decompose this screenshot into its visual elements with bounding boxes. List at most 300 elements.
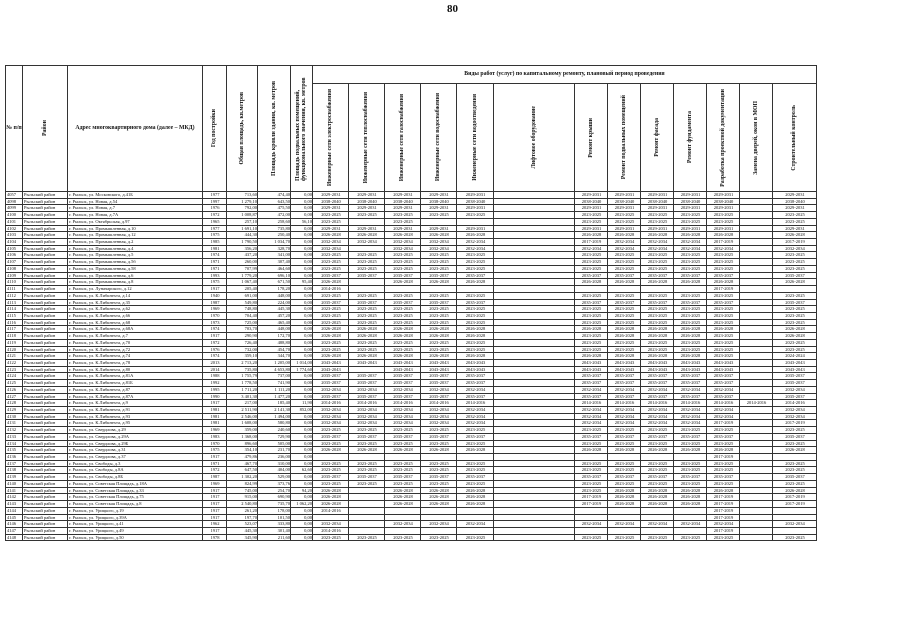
cell-work-period: 2029-2031	[349, 192, 385, 199]
header-year	[203, 66, 227, 192]
cell-work-period: 2035-2037	[608, 373, 641, 380]
cell-work-period	[740, 212, 773, 219]
cell-work-period: 2035-2037	[385, 380, 421, 387]
cell-work-period: 2043-2043	[773, 359, 817, 366]
cell-total-area: 732,00	[227, 346, 258, 353]
cell-address: г. Рыльск, ул. К.Либкнехта, д.81А	[68, 373, 203, 380]
cell-work-period: 2032-2034	[773, 413, 817, 420]
header-basement-area-label: Площадь подвальных помещений, функционального значения, кв. метров	[295, 76, 308, 181]
cell-work-period	[773, 514, 817, 521]
cell-total-area: 359,10	[227, 353, 258, 360]
cell-work-period: 2026-2028	[349, 353, 385, 360]
header-work-col	[457, 84, 494, 192]
cell-work-period: 2035-2037	[457, 380, 494, 387]
cell-address: г. Рыльск, ул. Октябрьская, д.97	[68, 218, 203, 225]
cell-work-period: 2035-2037	[773, 272, 817, 279]
cell-work-period: 2032-2034	[641, 521, 674, 528]
cell-work-period	[421, 454, 457, 461]
cell-address: г. Рыльск, ул. Советская Площадь, д.33	[68, 487, 203, 494]
cell-work-period: 2023-2025	[641, 306, 674, 313]
cell-work-period: 2023-2025	[385, 460, 421, 467]
cell-work-period: 2035-2037	[575, 272, 608, 279]
cell-work-period: 2043-2043	[641, 359, 674, 366]
cell-year: 1962	[203, 521, 227, 528]
cell-work-period	[494, 272, 575, 279]
cell-work-period: 2043-2043	[707, 359, 740, 366]
cell-work-period: 2026-2028	[457, 232, 494, 239]
table-row	[6, 279, 817, 286]
cell-work-period: 2023-2025	[641, 427, 674, 434]
cell-work-period: 2035-2037	[385, 272, 421, 279]
cell-work-period: 2023-2025	[773, 427, 817, 434]
cell-work-period	[457, 454, 494, 461]
cell-work-period: 2035-2037	[608, 393, 641, 400]
cell-work-period	[494, 339, 575, 346]
cell-work-period: 2023-2025	[707, 259, 740, 266]
cell-district: Рыльский район	[23, 400, 68, 407]
cell-address: г. Рыльск, ул. Свердлова, д.29А	[68, 433, 203, 440]
cell-work-period: 2026-2028	[608, 501, 641, 508]
cell-work-period: 2023-2025	[707, 440, 740, 447]
cell-work-period: 2023-2025	[707, 467, 740, 474]
cell-work-period: 2029-2031	[707, 192, 740, 199]
cell-work-period: 2023-2025	[313, 460, 349, 467]
cell-work-period: 2032-2034	[385, 407, 421, 414]
cell-work-period	[740, 272, 773, 279]
table-row	[6, 393, 817, 400]
cell-work-period: 2023-2025	[608, 252, 641, 259]
cell-year: 1917	[203, 454, 227, 461]
table-row	[6, 527, 817, 534]
cell-work-period	[740, 346, 773, 353]
cell-total-area: 445,30	[227, 527, 258, 534]
cell-basement-area: 0,00	[291, 299, 313, 306]
cell-address: г. Рыльск, ул. Свободы, д.3	[68, 460, 203, 467]
cell-work-period	[608, 527, 641, 534]
cell-work-period	[641, 514, 674, 521]
cell-work-period	[494, 346, 575, 353]
cell-work-period: 2023-2025	[457, 467, 494, 474]
cell-work-period	[641, 454, 674, 461]
cell-work-period: 2035-2037	[674, 373, 707, 380]
cell-total-area: 824,99	[227, 480, 258, 487]
cell-num: 4109	[6, 272, 23, 279]
cell-district: Рыльский район	[23, 232, 68, 239]
cell-work-period: 2035-2037	[773, 299, 817, 306]
cell-work-period: 2032-2034	[385, 239, 421, 246]
cell-work-period	[575, 514, 608, 521]
cell-work-period	[494, 245, 575, 252]
cell-work-period	[494, 353, 575, 360]
cell-address: г. Рыльск, ул. Промышленная, д.8	[68, 279, 203, 286]
cell-year: 1969	[203, 480, 227, 487]
cell-work-period: 2023-2025	[674, 427, 707, 434]
cell-work-period: 2043-2043	[457, 366, 494, 373]
cell-total-area: 444,30	[227, 232, 258, 239]
cell-year: 1975	[203, 279, 227, 286]
cell-district: Рыльский район	[23, 353, 68, 360]
cell-address: г. Рыльск, ул. Урицкого, д.49	[68, 527, 203, 534]
cell-work-period: 2032-2034	[421, 239, 457, 246]
cell-year: 1997	[203, 198, 227, 205]
cell-work-period: 2032-2034	[674, 413, 707, 420]
cell-work-period: 2043-2043	[457, 359, 494, 366]
cell-district: Рыльский район	[23, 312, 68, 319]
cell-work-period: 2032-2034	[313, 386, 349, 393]
cell-work-period: 2038-2040	[421, 198, 457, 205]
cell-year: 1983	[203, 433, 227, 440]
cell-work-period: 2023-2025	[421, 265, 457, 272]
cell-roof-area: 178,20	[258, 286, 291, 293]
table-row	[6, 487, 817, 494]
cell-work-period: 2032-2034	[674, 239, 707, 246]
cell-basement-area: 0,00	[291, 353, 313, 360]
cell-basement-area: 0,00	[291, 480, 313, 487]
cell-work-period: 2023-2025	[457, 460, 494, 467]
cell-work-period	[740, 353, 773, 360]
cell-total-area: 1 368,00	[227, 433, 258, 440]
cell-work-period: 2032-2034	[707, 521, 740, 528]
cell-address: г. Рыльск, ул. Промышленная, д.5	[68, 252, 203, 259]
cell-work-period: 2026-2028	[313, 232, 349, 239]
cell-work-period: 2023-2025	[773, 259, 817, 266]
cell-basement-area: 0,00	[291, 427, 313, 434]
cell-roof-area: 505,00	[258, 440, 291, 447]
cell-work-period	[494, 454, 575, 461]
cell-work-period: 2032-2034	[707, 413, 740, 420]
cell-address: г. Рыльск, ул. Советская Площадь, д.8	[68, 501, 203, 508]
cell-work-period	[740, 366, 773, 373]
cell-year: 1972	[203, 467, 227, 474]
cell-work-period: 2023-2025	[674, 252, 707, 259]
cell-work-period	[740, 299, 773, 306]
cell-address: г. Рыльск, ул. Советская Площадь, д.18А	[68, 480, 203, 487]
cell-work-period: 2035-2037	[575, 474, 608, 481]
cell-basement-area: 0,00	[291, 507, 313, 514]
cell-work-period	[457, 527, 494, 534]
cell-num: 4131	[6, 420, 23, 427]
cell-work-period: 2017-2019	[707, 527, 740, 534]
cell-work-period	[740, 292, 773, 299]
cell-work-period: 2017-2019	[575, 494, 608, 501]
cell-work-period: 2023-2025	[575, 252, 608, 259]
cell-work-period: 2023-2025	[349, 460, 385, 467]
cell-num: 4099	[6, 205, 23, 212]
cell-work-period	[494, 393, 575, 400]
cell-work-period: 2043-2043	[674, 366, 707, 373]
cell-work-period: 2035-2037	[313, 393, 349, 400]
cell-work-period: 2035-2037	[385, 393, 421, 400]
cell-work-period: 2023-2025	[421, 319, 457, 326]
cell-work-period: 2029-2031	[608, 225, 641, 232]
cell-work-period	[421, 218, 457, 225]
cell-total-area: 2 511,90	[227, 407, 258, 414]
cell-work-period: 2026-2028	[385, 494, 421, 501]
cell-work-period: 2032-2034	[641, 407, 674, 414]
cell-year: 1976	[203, 205, 227, 212]
cell-work-period: 2035-2037	[457, 474, 494, 481]
cell-work-period: 2032-2034	[421, 413, 457, 420]
cell-work-period: 2023-2025	[457, 319, 494, 326]
cell-work-period	[740, 333, 773, 340]
cell-work-period: 2023-2025	[349, 212, 385, 219]
cell-work-period: 2023-2025	[421, 259, 457, 266]
cell-district: Рыльский район	[23, 259, 68, 266]
cell-basement-area: 0,00	[291, 333, 313, 340]
cell-total-area: 437,20	[227, 252, 258, 259]
cell-work-period: 2032-2034	[421, 521, 457, 528]
header-work-col	[575, 84, 608, 192]
cell-work-period: 2035-2037	[349, 299, 385, 306]
cell-work-period	[494, 299, 575, 306]
cell-work-period: 2023-2025	[349, 252, 385, 259]
cell-total-area: 915,00	[227, 494, 258, 501]
cell-work-period: 2017-2019	[707, 420, 740, 427]
cell-work-period	[313, 514, 349, 521]
cell-work-period	[740, 359, 773, 366]
cell-address: г. Рыльск, ул. К.Либкнехта, д.66	[68, 312, 203, 319]
cell-district: Рыльский район	[23, 299, 68, 306]
cell-work-period: 2035-2037	[674, 433, 707, 440]
cell-work-period: 2014-2016	[385, 400, 421, 407]
cell-work-period	[608, 286, 641, 293]
cell-work-period: 2026-2028	[608, 447, 641, 454]
cell-work-period: 2023-2025	[349, 312, 385, 319]
cell-year: 1978	[203, 534, 227, 541]
cell-work-period: 2023-2025	[575, 480, 608, 487]
cell-work-period	[457, 514, 494, 521]
cell-work-period	[773, 454, 817, 461]
cell-work-period	[740, 514, 773, 521]
table-row	[6, 212, 817, 219]
cell-work-period: 2023-2025	[421, 212, 457, 219]
cell-work-period	[457, 507, 494, 514]
cell-work-period	[385, 286, 421, 293]
cell-work-period	[494, 480, 575, 487]
cell-year: 1995	[203, 386, 227, 393]
cell-work-period: 2026-2028	[385, 232, 421, 239]
cell-year: 1977	[203, 192, 227, 199]
cell-work-period: 2026-2028	[313, 501, 349, 508]
cell-work-period: 2014-2016	[707, 400, 740, 407]
cell-work-period: 2026-2028	[674, 494, 707, 501]
cell-address: г. Рыльск, ул. Промышленная, д.5б	[68, 259, 203, 266]
cell-address: г. Рыльск, ул. Новая, д.54	[68, 198, 203, 205]
cell-year: 1975	[203, 232, 227, 239]
cell-work-period: 2026-2028	[421, 232, 457, 239]
cell-basement-area: 0,00	[291, 339, 313, 346]
cell-roof-area: 529,00	[258, 474, 291, 481]
cell-num: 4116	[6, 319, 23, 326]
cell-roof-area: 258,60	[258, 218, 291, 225]
table-row	[6, 333, 817, 340]
cell-work-period	[494, 494, 575, 501]
cell-work-period: 2043-2043	[674, 359, 707, 366]
cell-district: Рыльский район	[23, 286, 68, 293]
cell-work-period: 2032-2034	[608, 245, 641, 252]
cell-work-period	[740, 319, 773, 326]
cell-work-period: 2035-2037	[421, 380, 457, 387]
table-row	[6, 326, 817, 333]
header-work-col	[608, 84, 641, 192]
header-work-label: Разработка проектной документации	[719, 88, 726, 187]
cell-total-area: 2 546,00	[227, 413, 258, 420]
cell-work-period	[349, 286, 385, 293]
cell-work-period: 2035-2037	[313, 433, 349, 440]
cell-work-period: 2029-2031	[773, 205, 817, 212]
cell-work-period: 2023-2025	[385, 265, 421, 272]
cell-district: Рыльский район	[23, 218, 68, 225]
cell-total-area: 726,40	[227, 339, 258, 346]
cell-num: 4124	[6, 373, 23, 380]
cell-work-period	[494, 447, 575, 454]
cell-work-period: 2026-2028	[313, 326, 349, 333]
cell-work-period: 2038-2040	[608, 198, 641, 205]
cell-work-period: 2029-2031	[641, 225, 674, 232]
cell-work-period	[674, 454, 707, 461]
cell-work-period: 2035-2037	[313, 272, 349, 279]
cell-work-period: 2029-2031	[608, 192, 641, 199]
cell-work-period: 2023-2025	[385, 346, 421, 353]
cell-work-period	[494, 380, 575, 387]
cell-total-area: 1 711,20	[227, 386, 258, 393]
cell-basement-area: 0,00	[291, 319, 313, 326]
cell-basement-area: 62,60	[291, 467, 313, 474]
cell-work-period: 2035-2037	[313, 373, 349, 380]
cell-work-period: 2017-2019	[707, 501, 740, 508]
cell-district: Рыльский район	[23, 447, 68, 454]
cell-work-period: 2023-2025	[674, 339, 707, 346]
cell-address: г. Рыльск, ул. Свердлова, д.29Б	[68, 440, 203, 447]
cell-work-period: 2026-2028	[421, 353, 457, 360]
cell-address: г. Рыльск, ул. Свердлова, д.37	[68, 454, 203, 461]
cell-district: Рыльский район	[23, 534, 68, 541]
cell-address: г. Рыльск, ул. К.Либкнехта, д.87А	[68, 393, 203, 400]
cell-address: г. Рыльск, ул. К.Либкнехта, д.70	[68, 339, 203, 346]
cell-work-period	[740, 413, 773, 420]
cell-work-period: 2026-2028	[773, 232, 817, 239]
cell-work-period: 2029-2031	[674, 225, 707, 232]
cell-num: 4113	[6, 299, 23, 306]
cell-work-period: 2038-2040	[385, 198, 421, 205]
table-row	[6, 400, 817, 407]
page-number: 80	[447, 3, 458, 15]
cell-work-period	[773, 286, 817, 293]
cell-num: 4128	[6, 400, 23, 407]
header-works-group-label: Виды работ (услуг) по капитальному ремонту, плановый период проведения	[464, 71, 665, 78]
cell-work-period: 2035-2037	[385, 299, 421, 306]
cell-work-period	[740, 239, 773, 246]
cell-work-period	[494, 427, 575, 434]
cell-district: Рыльский район	[23, 192, 68, 199]
cell-work-period: 2032-2034	[575, 407, 608, 414]
cell-work-period: 2035-2037	[641, 272, 674, 279]
cell-work-period: 2023-2025	[313, 427, 349, 434]
cell-work-period: 2024-2024	[773, 353, 817, 360]
cell-work-period: 2035-2037	[674, 299, 707, 306]
cell-work-period	[385, 454, 421, 461]
cell-roof-area: 211,60	[258, 534, 291, 541]
cell-work-period: 2023-2025	[674, 467, 707, 474]
cell-work-period: 2029-2031	[421, 225, 457, 232]
cell-address: г. Рыльск, ул. К.Либкнехта, д.81Б	[68, 380, 203, 387]
header-work-label: Ремонт фундамента	[686, 111, 693, 164]
header-work-col	[641, 84, 674, 192]
cell-work-period: 2023-2025	[575, 265, 608, 272]
cell-work-period: 2026-2028	[313, 333, 349, 340]
cell-work-period: 2023-2025	[641, 319, 674, 326]
cell-roof-area: 101,50	[258, 514, 291, 521]
cell-work-period: 2026-2028	[608, 232, 641, 239]
cell-work-period: 2029-2031	[457, 192, 494, 199]
cell-work-period: 2032-2034	[385, 245, 421, 252]
cell-work-period: 2026-2028	[773, 487, 817, 494]
cell-work-period: 2023-2025	[641, 339, 674, 346]
cell-work-period	[494, 212, 575, 219]
cell-num: 4137	[6, 460, 23, 467]
cell-work-period: 2023-2025	[421, 460, 457, 467]
cell-roof-area: 240,60	[258, 427, 291, 434]
cell-work-period: 2026-2028	[707, 447, 740, 454]
cell-basement-area: 11,90	[291, 400, 313, 407]
cell-work-period: 2026-2028	[457, 353, 494, 360]
cell-work-period: 2043-2043	[575, 366, 608, 373]
cell-work-period: 2023-2025	[313, 259, 349, 266]
cell-work-period: 2023-2025	[349, 440, 385, 447]
cell-work-period	[773, 527, 817, 534]
cell-work-period: 2023-2025	[313, 534, 349, 541]
cell-basement-area: 0,00	[291, 292, 313, 299]
cell-work-period	[740, 326, 773, 333]
cell-roof-area: 464,60	[258, 265, 291, 272]
cell-num: 4141	[6, 487, 23, 494]
cell-total-area: 257,10	[227, 218, 258, 225]
cell-work-period: 2023-2025	[575, 218, 608, 225]
cell-work-period: 2026-2028	[421, 447, 457, 454]
cell-year: 1981	[203, 413, 227, 420]
cell-work-period: 2032-2034	[773, 521, 817, 528]
cell-district: Рыльский район	[23, 212, 68, 219]
cell-num: 4105	[6, 245, 23, 252]
cell-work-period: 2035-2037	[457, 299, 494, 306]
cell-work-period: 2023-2025	[707, 292, 740, 299]
cell-work-period: 2023-2025	[457, 212, 494, 219]
cell-work-period	[457, 218, 494, 225]
cell-basement-area: 0,00	[291, 259, 313, 266]
cell-work-period: 2023-2025	[641, 312, 674, 319]
cell-address: г. Рыльск, ул. Свободы, д.8Б	[68, 474, 203, 481]
cell-total-area: 479,86	[227, 454, 258, 461]
cell-work-period: 2035-2037	[457, 373, 494, 380]
cell-work-period: 2014-2016	[773, 400, 817, 407]
cell-work-period: 2023-2025	[608, 339, 641, 346]
cell-work-period: 2026-2028	[421, 501, 457, 508]
cell-work-period: 2023-2025	[313, 252, 349, 259]
cell-district: Рыльский район	[23, 205, 68, 212]
cell-district: Рыльский район	[23, 272, 68, 279]
cell-district: Рыльский район	[23, 306, 68, 313]
cell-work-period: 2023-2025	[641, 440, 674, 447]
cell-work-period	[608, 454, 641, 461]
cell-num: 4130	[6, 413, 23, 420]
cell-work-period	[494, 312, 575, 319]
cell-work-period: 2023-2025	[421, 480, 457, 487]
cell-year: 1940	[203, 292, 227, 299]
cell-work-period	[740, 467, 773, 474]
cell-work-period: 2023-2025	[575, 259, 608, 266]
cell-basement-area: 0,00	[291, 386, 313, 393]
cell-district: Рыльский район	[23, 319, 68, 326]
